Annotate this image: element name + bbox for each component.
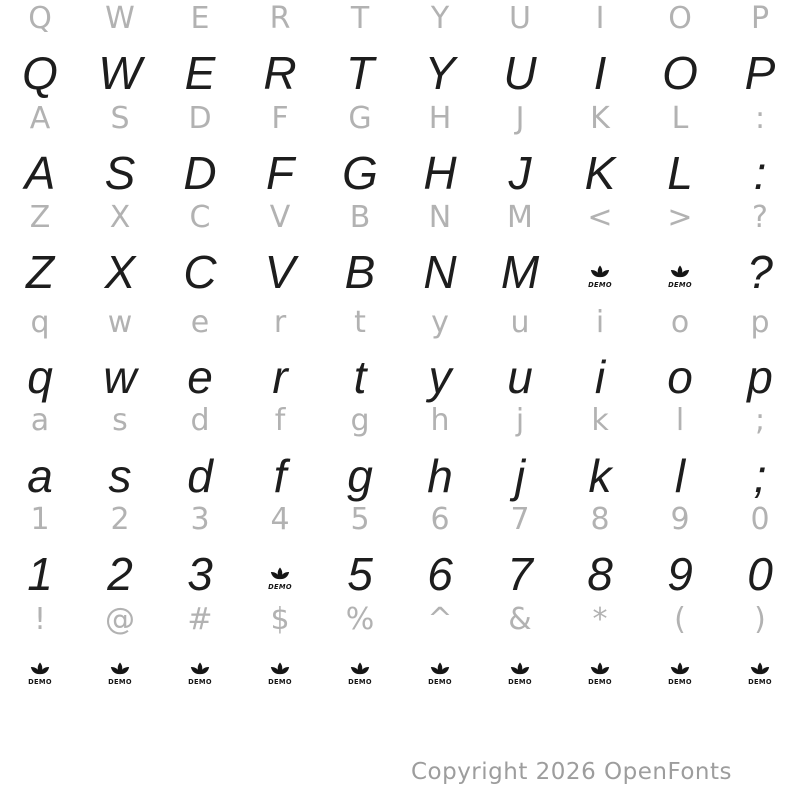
glyph-cell: w xyxy=(107,304,133,340)
svg-text:DEMO: DEMO xyxy=(668,281,692,290)
glyph-cell: B xyxy=(344,246,376,298)
svg-text:DEMO: DEMO xyxy=(348,678,372,687)
glyph-cell xyxy=(640,244,720,300)
glyph-cell: Y xyxy=(424,47,456,99)
glyph-cell: E xyxy=(190,0,210,36)
glyph-cell: g xyxy=(347,450,373,502)
glyph-cell: G xyxy=(342,147,378,199)
demo-watermark-icon xyxy=(587,265,613,291)
specimen-row xyxy=(0,145,800,201)
glyph-cell: M xyxy=(500,246,540,298)
glyph-cell: * xyxy=(592,601,608,637)
glyph-cell: d xyxy=(190,402,210,438)
glyph-cell: p xyxy=(747,351,773,403)
glyph-cell xyxy=(0,655,80,695)
glyph-cell: E xyxy=(184,47,216,99)
glyph-cell: 5 xyxy=(347,548,373,600)
glyph-cell: C xyxy=(189,199,211,235)
glyph-cell: 8 xyxy=(587,548,613,600)
svg-text:DEMO: DEMO xyxy=(268,583,292,592)
glyph-cell: a xyxy=(30,402,50,438)
glyph-cell: ; xyxy=(753,450,767,502)
glyph-cell: 9 xyxy=(667,548,693,600)
glyph-cell: M xyxy=(507,199,533,235)
demo-watermark-icon xyxy=(187,662,213,688)
glyph-cell: e xyxy=(187,351,213,403)
glyph-cell xyxy=(560,244,640,300)
specimen-row xyxy=(0,45,800,101)
glyph-cell: p xyxy=(750,304,770,340)
glyph-cell: e xyxy=(190,304,210,340)
glyph-cell: 0 xyxy=(750,501,770,537)
glyph-cell: 3 xyxy=(187,548,213,600)
demo-watermark-icon xyxy=(747,662,773,688)
glyph-cell: R xyxy=(269,0,291,36)
glyph-cell xyxy=(160,655,240,695)
specimen-row xyxy=(0,546,800,602)
glyph-cell: J xyxy=(508,147,532,199)
glyph-cell: 7 xyxy=(510,501,530,537)
glyph-cell: L xyxy=(667,147,693,199)
glyph-cell: $ xyxy=(270,601,290,637)
svg-text:DEMO: DEMO xyxy=(428,678,452,687)
glyph-cell: X xyxy=(109,199,131,235)
glyph-cell: < xyxy=(587,199,613,235)
glyph-cell xyxy=(400,655,480,695)
glyph-cell: ? xyxy=(752,199,768,235)
glyph-cell: 1 xyxy=(30,501,50,537)
glyph-cell: q xyxy=(30,304,50,340)
glyph-cell: U xyxy=(503,47,537,99)
glyph-cell: > xyxy=(667,199,693,235)
glyph-cell: K xyxy=(590,100,610,136)
glyph-cell: F xyxy=(265,147,295,199)
glyph-cell: 5 xyxy=(350,501,370,537)
reference-row xyxy=(0,599,800,639)
demo-watermark-icon xyxy=(667,662,693,688)
glyph-cell: u xyxy=(510,304,530,340)
glyph-cell: B xyxy=(349,199,371,235)
glyph-cell: @ xyxy=(105,601,135,637)
glyph-cell xyxy=(320,655,400,695)
glyph-cell: w xyxy=(103,351,137,403)
glyph-cell: i xyxy=(595,304,605,340)
demo-watermark-icon xyxy=(267,662,293,688)
glyph-cell: t xyxy=(354,304,366,340)
copyright-text: Copyright 2026 OpenFonts xyxy=(410,759,732,785)
glyph-cell: f xyxy=(273,450,287,502)
glyph-cell: Q xyxy=(28,0,52,36)
demo-watermark-icon xyxy=(347,662,373,688)
glyph-cell xyxy=(240,655,320,695)
glyph-cell: a xyxy=(27,450,53,502)
glyph-cell: X xyxy=(104,246,136,298)
glyph-cell: N xyxy=(428,199,452,235)
glyph-cell: 2 xyxy=(110,501,130,537)
glyph-cell: J xyxy=(515,100,525,136)
glyph-cell: k xyxy=(588,450,612,502)
glyph-cell: 4 xyxy=(270,501,290,537)
svg-text:DEMO: DEMO xyxy=(28,678,52,687)
glyph-cell: s xyxy=(108,450,132,502)
glyph-cell: o xyxy=(670,304,690,340)
demo-row-row xyxy=(0,655,800,695)
svg-text:DEMO: DEMO xyxy=(588,678,612,687)
glyph-cell: r xyxy=(273,304,287,340)
reference-row xyxy=(0,302,800,342)
glyph-cell: l xyxy=(675,402,685,438)
glyph-cell: : xyxy=(754,100,766,136)
svg-text:DEMO: DEMO xyxy=(508,678,532,687)
glyph-cell xyxy=(640,655,720,695)
glyph-cell: h xyxy=(430,402,450,438)
glyph-cell: q xyxy=(27,351,53,403)
glyph-cell: T xyxy=(350,0,370,36)
demo-watermark-icon xyxy=(27,662,53,688)
glyph-cell: Y xyxy=(430,0,450,36)
glyph-cell: L xyxy=(671,100,689,136)
glyph-cell: ^ xyxy=(427,601,453,637)
glyph-cell: 3 xyxy=(190,501,210,537)
glyph-cell: U xyxy=(509,0,531,36)
reference-row xyxy=(0,499,800,539)
glyph-cell: C xyxy=(183,246,217,298)
reference-row xyxy=(0,98,800,138)
glyph-cell: D xyxy=(183,147,217,199)
glyph-cell: ? xyxy=(747,246,773,298)
glyph-cell: t xyxy=(353,351,367,403)
glyph-cell xyxy=(560,655,640,695)
demo-watermark-icon xyxy=(427,662,453,688)
glyph-cell: d xyxy=(187,450,213,502)
reference-row xyxy=(0,0,800,38)
glyph-cell: H xyxy=(428,100,452,136)
svg-text:DEMO: DEMO xyxy=(108,678,132,687)
glyph-cell xyxy=(720,655,800,695)
glyph-cell: # xyxy=(187,601,213,637)
glyph-cell: : xyxy=(753,147,767,199)
glyph-cell: i xyxy=(594,351,606,403)
glyph-cell: I xyxy=(595,0,605,36)
glyph-cell: P xyxy=(750,0,770,36)
glyph-cell: O xyxy=(668,0,692,36)
glyph-cell: G xyxy=(348,100,372,136)
demo-watermark-icon xyxy=(667,265,693,291)
specimen-row xyxy=(0,244,800,300)
reference-row xyxy=(0,197,800,237)
glyph-cell: & xyxy=(508,601,532,637)
glyph-cell: l xyxy=(674,450,686,502)
glyph-cell: y xyxy=(428,351,452,403)
glyph-cell xyxy=(80,655,160,695)
glyph-cell xyxy=(240,546,320,602)
svg-text:DEMO: DEMO xyxy=(268,678,292,687)
glyph-cell: 1 xyxy=(27,548,53,600)
glyph-cell: N xyxy=(423,246,457,298)
specimen-row xyxy=(0,349,800,405)
glyph-cell: T xyxy=(345,47,375,99)
glyph-cell: h xyxy=(427,450,453,502)
glyph-cell: ) xyxy=(754,601,766,637)
glyph-cell: H xyxy=(423,147,457,199)
glyph-cell: k xyxy=(591,402,609,438)
glyph-cell: S xyxy=(104,147,136,199)
glyph-cell: u xyxy=(507,351,533,403)
glyph-cell: W xyxy=(105,0,135,36)
glyph-cell: s xyxy=(112,402,128,438)
demo-watermark-icon xyxy=(587,662,613,688)
glyph-cell: D xyxy=(188,100,212,136)
glyph-cell: Z xyxy=(25,246,55,298)
glyph-cell: A xyxy=(29,100,51,136)
glyph-cell: P xyxy=(744,47,776,99)
glyph-cell: Q xyxy=(22,47,58,99)
demo-watermark-icon xyxy=(107,662,133,688)
glyph-cell: % xyxy=(345,601,375,637)
glyph-cell xyxy=(480,655,560,695)
glyph-cell: o xyxy=(667,351,693,403)
glyph-cell: 8 xyxy=(590,501,610,537)
glyph-cell: g xyxy=(350,402,370,438)
specimen-row xyxy=(0,448,800,504)
glyph-cell: 0 xyxy=(747,548,773,600)
glyph-cell: I xyxy=(593,47,607,99)
glyph-cell: y xyxy=(431,304,449,340)
glyph-cell: F xyxy=(271,100,289,136)
glyph-cell: r xyxy=(272,351,288,403)
svg-text:DEMO: DEMO xyxy=(588,281,612,290)
svg-text:DEMO: DEMO xyxy=(668,678,692,687)
glyph-cell: V xyxy=(264,246,296,298)
svg-text:DEMO: DEMO xyxy=(188,678,212,687)
glyph-cell: ! xyxy=(33,601,47,637)
glyph-cell: j xyxy=(515,402,525,438)
glyph-cell: ( xyxy=(674,601,686,637)
glyph-cell: V xyxy=(269,199,291,235)
glyph-cell: f xyxy=(274,402,286,438)
glyph-cell: 9 xyxy=(670,501,690,537)
glyph-cell: R xyxy=(263,47,297,99)
glyph-cell: O xyxy=(662,47,698,99)
glyph-cell: j xyxy=(514,450,526,502)
glyph-cell: 2 xyxy=(107,548,133,600)
glyph-cell: S xyxy=(110,100,130,136)
glyph-cell: ; xyxy=(754,402,766,438)
glyph-cell: 6 xyxy=(427,548,453,600)
glyph-cell: W xyxy=(98,47,142,99)
demo-watermark-icon xyxy=(507,662,533,688)
glyph-cell: A xyxy=(24,147,56,199)
glyph-cell: Z xyxy=(29,199,51,235)
reference-row xyxy=(0,400,800,440)
glyph-cell: 6 xyxy=(430,501,450,537)
glyph-cell: 7 xyxy=(507,548,533,600)
glyph-cell: K xyxy=(584,147,616,199)
demo-watermark-icon xyxy=(267,567,293,593)
svg-text:DEMO: DEMO xyxy=(748,678,772,687)
